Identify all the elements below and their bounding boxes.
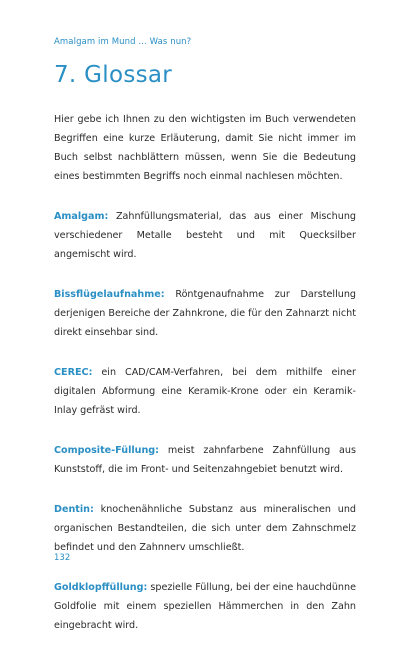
glossary-entry-composite-fuellung — [54, 441, 356, 479]
glossary-definition: Röntgenaufnahme zur Darstellung derjenigen Bereiche der Zahnkrone, die für den Zahnarzt nicht direkt einsehbar sind. — [54, 289, 356, 338]
glossary-entry-amalgam — [54, 207, 356, 264]
running-header: Amalgam im Mund ... Was nun? — [54, 37, 192, 47]
chapter-title: 7. Glossar — [54, 62, 173, 88]
glossary-term: Bissflügelaufnahme: — [54, 289, 165, 300]
intro-paragraph: Hier gebe ich Ihnen zu den wichtigsten im Buch verwendeten Begriffen eine kurze Erläuterung, damit Sie nicht immer im Buch selbst nachblättern müssen, wenn Sie die Bedeutung eines bestimmten Begriffs noch einmal nachlesen möchten. — [54, 114, 356, 182]
glossary-term: Dentin: — [54, 504, 94, 515]
glossary-definition: spezielle Füllung, bei der eine hauchdünne Goldfolie mit einem speziellen Hämmerchen in den Zahn eingebracht wird. — [54, 582, 356, 631]
glossary-term: CEREC: — [54, 367, 93, 378]
glossary-entry-bissfluegelaufnahme — [54, 285, 356, 342]
glossary-term: Composite-Füllung: — [54, 445, 160, 456]
glossary-entry-cerec — [54, 363, 356, 420]
glossary-term: Goldklopffüllung: — [54, 582, 148, 593]
page-number: 132 — [54, 553, 71, 563]
glossary-definition: meist zahnfarbene Zahnfüllung aus Kunststoff, die im Front- und Seitenzahngebiet benutzt wird. — [54, 445, 356, 475]
glossary-entry-dentin — [54, 500, 356, 557]
glossary-content — [54, 110, 356, 656]
glossary-definition: knochenähnliche Substanz aus mineralischen und organischen Bestandteilen, die sich unter dem Zahnschmelz befindet und den Zahnnerv umschließt. — [54, 504, 356, 553]
glossary-term: Amalgam: — [54, 211, 109, 222]
glossary-definition: Zahnfüllungsmaterial, das aus einer Mischung verschiedener Metalle besteht und mit Quecksilber angemischt wird. — [54, 211, 356, 260]
glossary-entry-goldklopffuellung — [54, 578, 356, 635]
glossary-definition: ein CAD/CAM-Verfahren, bei dem mithilfe einer digitalen Abformung eine Keramik-Krone oder ein Keramik-Inlay gefräst wird. — [54, 367, 356, 416]
